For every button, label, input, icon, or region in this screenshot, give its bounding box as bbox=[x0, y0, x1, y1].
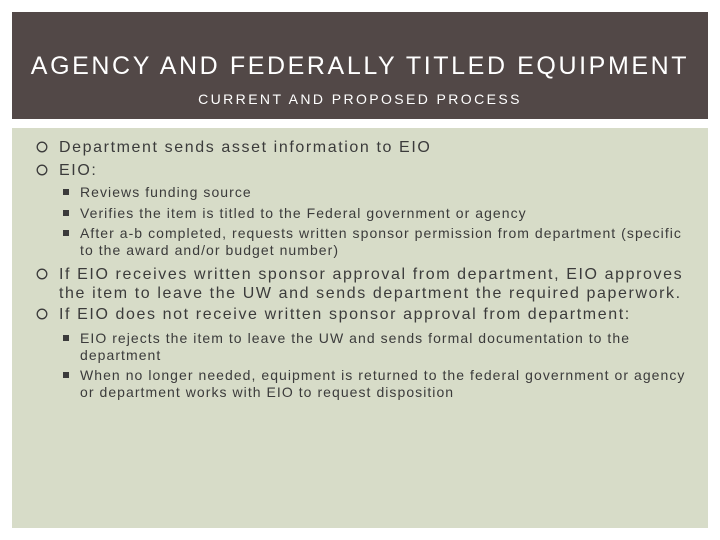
sub-bullet-item bbox=[62, 330, 686, 363]
sub-bullet-text: After a-b completed, requests written sponsor permission from department (specific to the award and/or budget number) bbox=[80, 225, 682, 258]
bullet-text: EIO: bbox=[59, 162, 98, 179]
title-banner bbox=[12, 12, 708, 119]
sub-bullet-text: When no longer needed, equipment is returned to the federal government or agency or department works with EIO to request disposition bbox=[80, 367, 686, 400]
sub-bullet-item bbox=[62, 225, 686, 258]
square-bullet-icon bbox=[63, 210, 69, 216]
hollow-circle-bullet-icon bbox=[36, 141, 48, 153]
bullet-text: If EIO does not receive written sponsor approval from department: bbox=[59, 306, 631, 323]
sub-bullet-text: Reviews funding source bbox=[80, 184, 252, 200]
bullet-text: Department sends asset information to EIO bbox=[59, 139, 432, 156]
square-bullet-icon bbox=[63, 372, 69, 378]
hollow-circle-bullet-icon bbox=[36, 164, 48, 176]
square-bullet-icon bbox=[63, 189, 69, 195]
bullet-item bbox=[36, 265, 686, 303]
bullet-list bbox=[36, 136, 686, 400]
square-bullet-icon bbox=[63, 230, 69, 236]
bullet-text: If EIO receives written sponsor approval from department, EIO approves the item to leave the UW and sends department the required paperwork. bbox=[59, 266, 684, 302]
hollow-circle-bullet-icon bbox=[36, 268, 48, 280]
slide-subtitle: CURRENT AND PROPOSED PROCESS bbox=[198, 91, 522, 107]
hollow-circle-bullet-icon bbox=[36, 308, 48, 320]
square-bullet-icon bbox=[63, 335, 69, 341]
sub-bullet-item bbox=[62, 367, 686, 400]
bullet-item bbox=[36, 161, 686, 180]
sub-bullet-item bbox=[62, 184, 686, 201]
sub-bullet-text: Verifies the item is titled to the Federal government or agency bbox=[80, 204, 527, 221]
bullet-item bbox=[36, 138, 686, 157]
slide-title: AGENCY AND FEDERALLY TITLED EQUIPMENT bbox=[30, 52, 690, 80]
sub-bullet-text: EIO rejects the item to leave the UW and sends formal documentation to the department bbox=[80, 330, 631, 363]
bullet-item bbox=[36, 305, 686, 324]
sub-bullet-item bbox=[62, 205, 686, 222]
